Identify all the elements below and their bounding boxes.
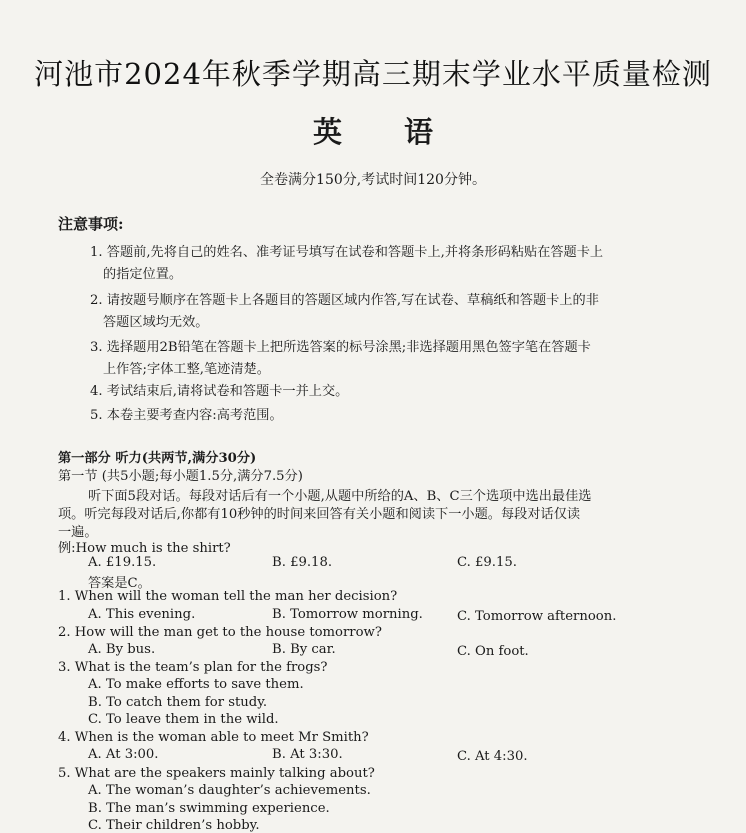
notice-line: 上作答;字体工整,笔迹清楚。 [103,362,270,377]
notice-line: 4. 考试结束后,请将试卷和答题卡一并上交。 [90,384,349,399]
instructions-line: 项。听完每段对话后,你都有10秒钟的时间来回答有关小题和阅读下一小题。每段对话仅读 [58,507,581,522]
part1-heading: 第一部分 听力(共两节,满分30分) [58,451,257,466]
question-3: 3. What is the team’s plan for the frogs? [58,660,328,675]
q1-option-c: C. Tomorrow afternoon. [457,609,617,624]
q2-option-a: A. By bus. [88,642,156,657]
q5-option-c: C. Their children’s hobby. [88,818,260,833]
subject-char-2: 语 [404,115,434,149]
question-2: 2. How will the man get to the house tomorrow? [58,625,382,640]
notice-line: 答题区域均无效。 [103,315,209,330]
q3-option-a: A. To make efforts to save them. [88,677,304,692]
q4-option-b: B. At 3:30. [272,747,343,762]
instructions-line: 听下面5段对话。每段对话后有一个小题,从题中所给的A、B、C三个选项中选出最佳选 [88,489,592,504]
notice-line: 5. 本卷主要考查内容:高考范围。 [90,408,283,423]
q5-option-b: B. The man’s swimming experience. [88,801,330,816]
example-question: 例:How much is the shirt? [58,541,231,556]
q3-option-b: B. To catch them for study. [88,695,268,710]
notice-line: 3. 选择题用2B铅笔在答题卡上把所选答案的标号涂黑;非选择题用黑色签字笔在答题卡 [90,340,591,355]
subject-title [0,110,746,151]
q1-option-a: A. This evening. [88,607,196,622]
instructions-line: 一遍。 [58,525,98,540]
subject-char-1: 英 [312,115,342,149]
q4-option-c: C. At 4:30. [457,749,528,764]
q5-option-a: A. The woman’s daughter’s achievements. [88,783,371,798]
q4-option-a: A. At 3:00. [88,747,159,762]
score-line: 全卷满分150分,考试时间120分钟。 [260,172,486,188]
q2-option-c: C. On foot. [457,644,529,659]
question-1: 1. When will the woman tell the man her decision? [58,589,398,604]
notice-line: 1. 答题前,先将自己的姓名、准考证号填写在试卷和答题卡上,并将条形码粘贴在答题卡上 [90,245,604,260]
example-answer: 答案是C。 [88,576,151,591]
question-5: 5. What are the speakers mainly talking about? [58,766,375,781]
q2-option-b: B. By car. [272,642,336,657]
question-4: 4. When is the woman able to meet Mr Smith? [58,730,369,745]
q3-option-c: C. To leave them in the wild. [88,712,279,727]
example-option-c: C. £9.15. [457,555,517,570]
notice-heading: 注意事项: [58,215,124,233]
section1-heading: 第一节 (共5小题;每小题1.5分,满分7.5分) [58,469,303,484]
example-option-b: B. £9.18. [272,555,333,570]
example-option-a: A. £19.15. [88,555,157,570]
notice-line: 2. 请按题号顺序在答题卡上各题目的答题区域内作答,写在试卷、草稿纸和答题卡上的非 [90,293,599,308]
notice-line: 的指定位置。 [103,267,183,282]
exam-title: 河池市2024年秋季学期高三期末学业水平质量检测 [34,57,712,91]
q1-option-b: B. Tomorrow morning. [272,607,423,622]
